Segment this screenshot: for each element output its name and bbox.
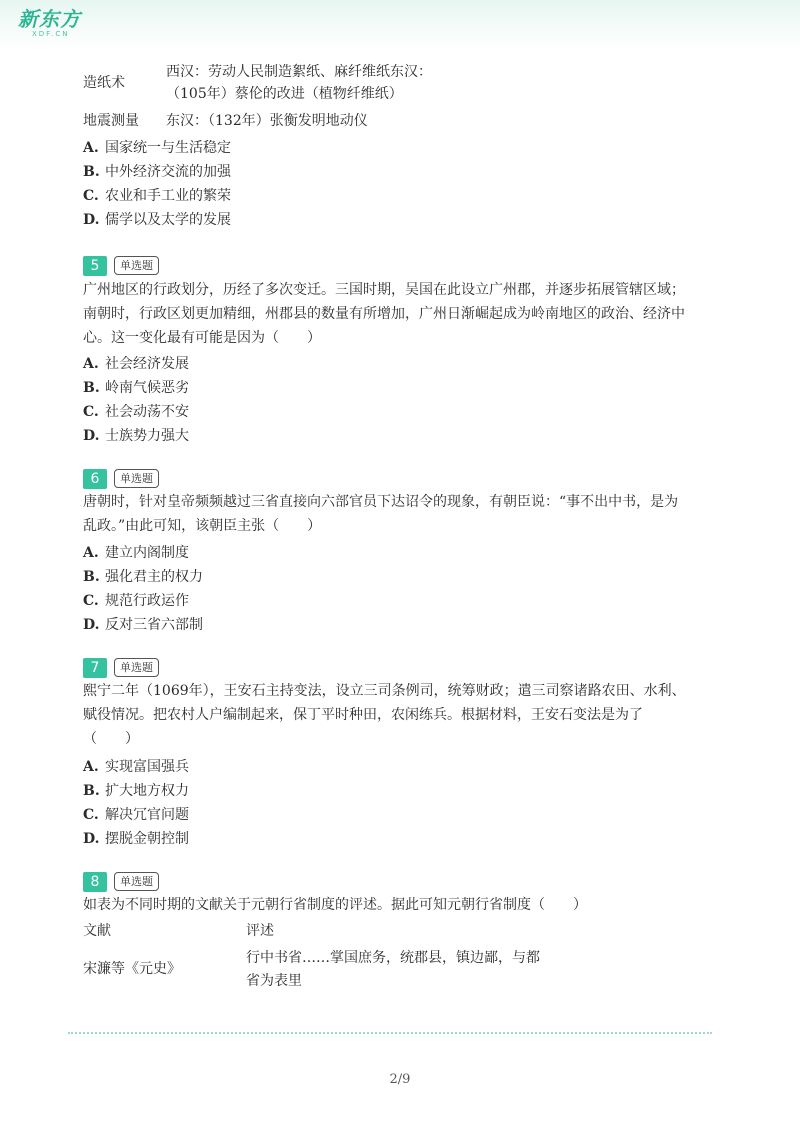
footer-divider xyxy=(68,1032,712,1034)
question-text-line: 如表为不同时期的文献关于元朝行省制度的评述。据此可知元朝行省制度（ ） xyxy=(83,897,587,913)
question-text-line: （ ） xyxy=(83,731,139,747)
option-letter: D. xyxy=(83,428,100,444)
table-cell-line: 西汉：劳动人民制造絮纸、麻纤维纸东汉： xyxy=(166,64,432,80)
option-letter: A. xyxy=(83,545,99,561)
option[interactable] xyxy=(83,401,189,421)
logo-text: 新东方 xyxy=(18,7,81,31)
question-number: 6 xyxy=(83,469,107,489)
option-text: 解决冗官问题 xyxy=(105,807,189,823)
option[interactable] xyxy=(83,780,189,800)
option-text: 反对三省六部制 xyxy=(105,617,203,633)
question-type-badge: 单选题 xyxy=(114,256,159,275)
option-text: 中外经济交流的加强 xyxy=(105,164,231,180)
option-letter: B. xyxy=(83,569,100,585)
table-header: 评述 xyxy=(246,923,274,939)
option-letter: A. xyxy=(83,140,99,156)
question-number: 5 xyxy=(83,256,107,276)
option-letter: C. xyxy=(83,404,99,420)
option-letter: B. xyxy=(83,164,100,180)
header-band xyxy=(0,0,800,50)
question-text-line: 南朝时，行政区划更加精细，州郡县的数量有所增加，广州日渐崛起成为岭南地区的政治、经济中 xyxy=(83,306,685,322)
option-letter: D. xyxy=(83,831,100,847)
question-text-line: 熙宁二年（1069年），王安石主持变法，设立三司条例司，统筹财政；遣三司察诸路农田、水利、 xyxy=(83,683,686,699)
table-cell-line: （105年）蔡伦的改进（植物纤维纸） xyxy=(166,86,403,102)
option-text: 建立内阁制度 xyxy=(105,545,189,561)
option-text: 强化君主的权力 xyxy=(105,569,203,585)
question-type-badge: 单选题 xyxy=(114,658,159,677)
question-text-line: 唐朝时，针对皇帝频频越过三省直接向六部官员下达诏令的现象，有朝臣说：“事不出中书，是为 xyxy=(83,494,679,510)
option-letter: C. xyxy=(83,188,99,204)
option-text: 士族势力强大 xyxy=(105,428,189,444)
option[interactable] xyxy=(83,756,189,776)
option[interactable] xyxy=(83,828,189,848)
option[interactable] xyxy=(83,161,231,181)
question-number: 8 xyxy=(83,872,107,892)
question-type-badge: 单选题 xyxy=(114,469,159,488)
option-letter: A. xyxy=(83,356,99,372)
option-text: 社会经济发展 xyxy=(105,356,189,372)
option-text: 儒学以及太学的发展 xyxy=(105,212,231,228)
xdf-logo xyxy=(18,8,81,38)
option[interactable] xyxy=(83,377,189,397)
question-type-badge: 单选题 xyxy=(114,872,159,891)
option-letter: D. xyxy=(83,617,100,633)
option-letter: C. xyxy=(83,807,99,823)
option[interactable] xyxy=(83,566,203,586)
option[interactable] xyxy=(83,804,189,824)
question-text-line: 广州地区的行政划分，历经了多次变迁。三国时期，吴国在此设立广州郡，并逐步拓展管辖区域； xyxy=(83,282,685,298)
option[interactable] xyxy=(83,425,189,445)
page-number: 2/9 xyxy=(389,1072,411,1087)
question-number: 7 xyxy=(83,658,107,678)
option-text: 实现富国强兵 xyxy=(105,759,189,775)
question-text-line: 乱政。”由此可知，该朝臣主张（ ） xyxy=(83,518,322,534)
question-text-line: 心。这一变化最有可能是因为（ ） xyxy=(83,330,321,346)
option[interactable] xyxy=(83,185,231,205)
option[interactable] xyxy=(83,614,203,634)
table-label: 造纸术 xyxy=(83,75,125,91)
option[interactable] xyxy=(83,590,189,610)
table-header: 文献 xyxy=(83,923,111,939)
option-letter: A. xyxy=(83,759,99,775)
option-text: 规范行政运作 xyxy=(105,593,189,609)
table-source: 宋濂等《元史》 xyxy=(83,961,181,977)
table-cell-line: 东汉：（132年）张衡发明地动仪 xyxy=(166,113,368,129)
option-letter: B. xyxy=(83,380,100,396)
table-label: 地震测量 xyxy=(83,113,139,129)
option-text: 社会动荡不安 xyxy=(105,404,189,420)
option-text: 农业和手工业的繁荣 xyxy=(105,188,231,204)
table-cell-line: 省为表里 xyxy=(246,973,302,989)
option-letter: D. xyxy=(83,212,100,228)
option-text: 摆脱金朝控制 xyxy=(105,831,189,847)
option-text: 扩大地方权力 xyxy=(105,783,189,799)
option-letter: C. xyxy=(83,593,99,609)
option[interactable] xyxy=(83,209,231,229)
option[interactable] xyxy=(83,137,231,157)
option-text: 岭南气候恶劣 xyxy=(105,380,189,396)
table-cell-line: 行中书省……掌国庶务，统郡县，镇边鄙，与都 xyxy=(246,950,540,966)
logo-sub: XDF.CN xyxy=(32,30,70,38)
option-letter: B. xyxy=(83,783,100,799)
option-text: 国家统一与生活稳定 xyxy=(105,140,231,156)
option[interactable] xyxy=(83,542,189,562)
question-text-line: 赋役情况。把农村人户编制起来，保丁平时种田，农闲练兵。根据材料，王安石变法是为了 xyxy=(83,707,643,723)
option[interactable] xyxy=(83,353,189,373)
